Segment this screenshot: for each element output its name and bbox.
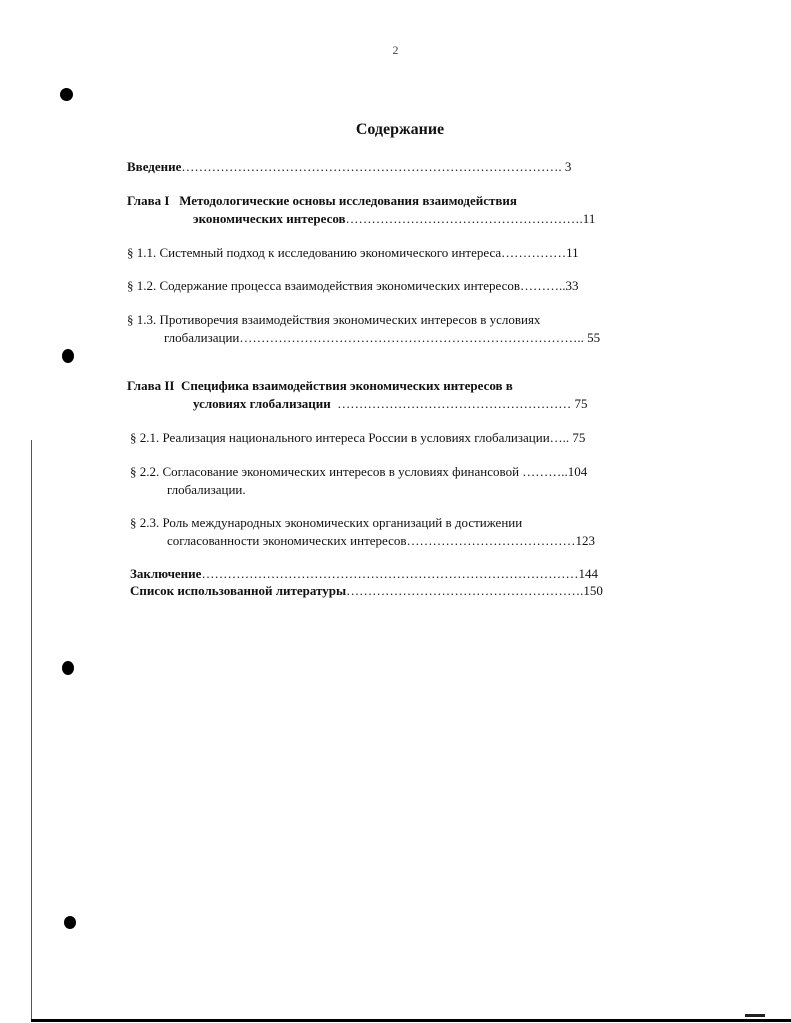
toc-chapter-2 <box>127 377 588 413</box>
section-1-1-line1: § 1.1. Системный подход к исследованию экономического интереса…………… <box>127 245 567 260</box>
section-2-3-line2: согласованности экономических интересов………………………………… <box>167 533 576 548</box>
chapter-2-dots: ……………………………………………… <box>337 396 572 411</box>
toc-intro-page: 3 <box>564 159 572 174</box>
toc-conclusion <box>130 565 598 583</box>
toc-section-1-2 <box>127 277 578 295</box>
section-1-3-page: 55 <box>587 330 601 345</box>
toc-references-page: 150 <box>583 583 603 598</box>
chapter-1-title-line2: экономических интересов <box>193 211 346 226</box>
toc-chapter-1 <box>127 192 595 228</box>
toc-intro-label: Введение <box>127 159 182 174</box>
chapter-2-title-line1: Специфика взаимодействия экономических интересов в <box>181 378 513 393</box>
toc-conclusion-page: 144 <box>578 566 598 581</box>
toc-references-dots: ………………………………………………. <box>346 583 584 598</box>
section-2-2-line2: глобализации. <box>167 482 246 497</box>
toc-conclusion-dots: …………………………………………………………………………… <box>201 566 579 581</box>
section-1-3-line1: § 1.3. Противоречия взаимодействия экономических интересов в условиях <box>127 312 541 327</box>
toc-references <box>130 582 603 600</box>
section-1-2-line1: § 1.2. Содержание процесса взаимодействия экономических интересов……….. <box>127 278 566 293</box>
section-2-1-page: 75 <box>572 430 586 445</box>
page-title: Содержание <box>355 121 445 138</box>
scan-bottom-edge <box>31 1019 791 1022</box>
toc-section-2-3 <box>130 514 595 550</box>
chapter-2-title-line2: условиях глобализации <box>193 396 331 411</box>
toc-section-2-1 <box>130 429 585 447</box>
toc-section-2-2 <box>130 463 587 499</box>
chapter-1-dots: ………………………………………………. <box>345 211 583 226</box>
section-2-2-line1: § 2.2. Согласование экономических интересов в условиях финансовой ……….. <box>130 464 568 479</box>
section-2-2-page: 104 <box>567 464 588 479</box>
chapter-1-title-line1: Методологические основы исследования взаимодействия <box>179 193 517 208</box>
toc-conclusion-label: Заключение <box>130 566 202 581</box>
section-2-3-page: 123 <box>575 533 596 548</box>
binder-hole-mark <box>62 349 74 363</box>
toc-intro <box>127 158 571 176</box>
binder-hole-mark <box>64 916 76 929</box>
toc-references-label: Список использованной литературы <box>130 583 347 598</box>
chapter-2-prefix: Глава II <box>127 378 175 393</box>
section-2-3-line1: § 2.3. Роль международных экономических организаций в достижении <box>130 515 523 530</box>
binder-hole-mark <box>62 661 74 675</box>
toc-intro-dots: ……………………………………………………………………………. <box>181 159 562 174</box>
toc-section-1-3 <box>127 311 600 347</box>
scan-speck <box>745 1014 765 1017</box>
toc-section-1-1 <box>127 244 579 262</box>
binder-hole-mark <box>60 88 73 101</box>
section-1-3-line2: глобализации…………………………………………………………………….. <box>164 330 584 345</box>
section-2-1-line1: § 2.1. Реализация национального интереса России в условиях глобализации….. <box>130 430 570 445</box>
chapter-2-page: 75 <box>574 396 588 411</box>
chapter-1-page: 11 <box>582 211 596 226</box>
scan-left-edge <box>31 440 32 1020</box>
section-1-2-page: 33 <box>565 278 579 293</box>
section-1-1-page: 11 <box>566 245 579 260</box>
chapter-1-prefix: Глава I <box>127 193 170 208</box>
page-number: 2 <box>392 43 399 57</box>
